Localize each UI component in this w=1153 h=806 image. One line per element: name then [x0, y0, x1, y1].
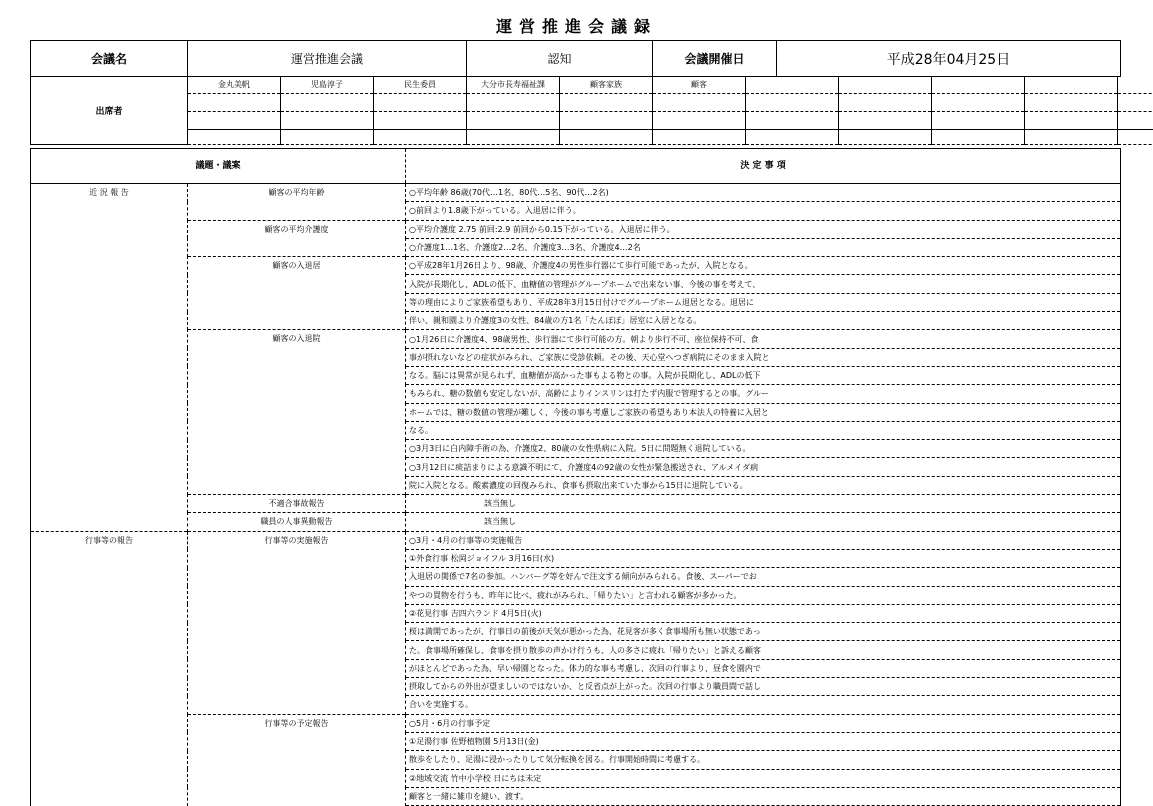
decision-line: ①外食行事 松岡ジョイフル 3月16日(水) — [406, 549, 1121, 567]
decision-line: ○前回より1.8歳下がっている。入退居に伴う。 — [406, 202, 1121, 220]
decision-line: ○3月・4月の行事等の実施報告 — [406, 531, 1121, 549]
attendee-slot — [467, 94, 560, 112]
attendee-name: 顧客 — [653, 76, 746, 94]
agenda-item-title: 顧客の入退院 — [188, 330, 406, 495]
attendee-slot — [281, 130, 374, 145]
attendee-slot — [653, 94, 746, 112]
attendee-slot — [932, 94, 1025, 112]
decision-line: なる。脳には異常が見られず、血糖値が高かった事もよる物との事。入院が長期化し、ADLの低下 — [406, 366, 1121, 384]
decision-line: ○介護度1…1名、介護度2…2名、介護度3…3名、介護度4…2名 — [406, 238, 1121, 256]
attendee-slot — [932, 130, 1025, 145]
attendee-slot — [932, 76, 1025, 94]
decision-line: 伴い、親和園より介護度3の女性、84歳の方1名「たんぽぽ」居室に入居となる。 — [406, 312, 1121, 330]
decision-line: ○3月3日に白内障手術の為、介護度2、80歳の女性県病に入院。5日に問題無く退院している。 — [406, 440, 1121, 458]
decision-line: がほとんどであった為、早い帰園となった。体力的な事も考慮し、次回の行事より、昼食を園内で — [406, 659, 1121, 677]
attendee-slot — [746, 76, 839, 94]
decision-line: ○1月26日に介護度4、98歳男性、歩行器にて歩行可能の方。朝より歩行不可、座位保持不可、食 — [406, 330, 1121, 348]
decisions-column-header: 決 定 事 項 — [406, 149, 1121, 184]
attendee-slot — [839, 94, 932, 112]
attendees-table — [30, 76, 1153, 145]
attendee-slot — [839, 76, 932, 94]
attendee-slot — [560, 112, 653, 130]
attendee-slot — [1118, 76, 1153, 94]
decision-line: ホームでは、糖の数値の管理が難しく、今後の事も考慮しご家族の希望もあり本法人の特養に入居と — [406, 403, 1121, 421]
attendee-slot — [560, 130, 653, 145]
attendees-label: 出席者 — [31, 76, 188, 145]
decision-line: ○平均年齢 86歳(70代…1名、80代…5名、90代…2名) — [406, 184, 1121, 202]
attendee-slot — [746, 130, 839, 145]
attendee-slot — [1025, 130, 1118, 145]
decision-line: 摂取してからの外出が望ましいのではないか、と反省点が上がった。次回の行事より職員間で話し — [406, 678, 1121, 696]
attendee-slot — [839, 130, 932, 145]
agenda-item-title: 顧客の平均介護度 — [188, 220, 406, 257]
decision-line: やつの買物を行うも、昨年に比べ、疲れがみられ、「帰りたい」と言われる顧客が多かった。 — [406, 586, 1121, 604]
attendee-slot — [1118, 112, 1153, 130]
attendee-slot — [374, 94, 467, 112]
meeting-date-value: 平成28年04月25日 — [777, 41, 1121, 77]
attendee-slot — [374, 112, 467, 130]
attendee-slot — [746, 112, 839, 130]
attendee-slot — [188, 112, 281, 130]
agenda-item-title: 顧客の平均年齢 — [188, 184, 406, 221]
attendee-slot — [1025, 112, 1118, 130]
attendee-slot — [1025, 76, 1118, 94]
attendee-slot — [281, 112, 374, 130]
decision-line: ○3月12日に痰詰まりによる意識不明にて、介護度4の92歳の女性が緊急搬送され、アルメイダ病 — [406, 458, 1121, 476]
attendee-name: 児島淳子 — [281, 76, 374, 94]
attendee-slot — [839, 112, 932, 130]
agenda-item-title: 職員の人事異動報告 — [188, 513, 406, 531]
topics-column-header: 議題・議案 — [31, 149, 406, 184]
meeting-category: 認知 — [467, 41, 653, 77]
attendee-slot — [1118, 130, 1153, 145]
decision-line: 院に入院となる。酸素濃度の回復みられ、食事も摂取出来ていた事から15日に退院している。 — [406, 476, 1121, 494]
attendee-slot — [653, 112, 746, 130]
decision-line: 事が摂れないなどの症状がみられ、ご家族に受診依頼。その後、天心堂へつぎ病院にそのまま入院と — [406, 348, 1121, 366]
decision-line: 等の理由によりご家族希望もあり、平成28年3月15日付けでグループホーム退居となる。退居に — [406, 293, 1121, 311]
meeting-date-label: 会議開催日 — [653, 41, 777, 77]
attendee-slot — [467, 130, 560, 145]
attendee-name: 民生委員 — [374, 76, 467, 94]
decision-line: ○平均介護度 2.75 前回:2.9 前回から0.15下がっている。入退居に伴う。 — [406, 220, 1121, 238]
agenda-item-title: 行事等の実施報告 — [188, 531, 406, 714]
decision-line: 該当無し — [406, 495, 1121, 513]
decision-line: もみられ、糖の数値も安定しないが、高齢によりインスリンは打たず内服で管理するとの事。グルー — [406, 385, 1121, 403]
decision-line: ②地域交流 竹中小学校 日にちは未定 — [406, 769, 1121, 787]
attendee-name: 金丸美帆 — [188, 76, 281, 94]
attendee-slot — [188, 94, 281, 112]
agenda-item-title: 行事等の予定報告 — [188, 714, 406, 805]
attendee-slot — [653, 130, 746, 145]
decision-line: なる。 — [406, 421, 1121, 439]
decision-line: 顧客と一緒に雑巾を縫い、渡す。 — [406, 787, 1121, 805]
decision-line: 散歩をしたり、足湯に浸かったりして気分転換を図る。行事開始時間に考慮する。 — [406, 751, 1121, 769]
attendee-slot — [1118, 94, 1153, 112]
meeting-name-value: 運営推進会議 — [188, 41, 467, 77]
attendee-name: 顧客家族 — [560, 76, 653, 94]
decision-line: 入院が長期化し、ADLの低下、血糖値の管理がグループホームで出来ない事、今後の事を考えて、 — [406, 275, 1121, 293]
agenda-table — [30, 148, 1121, 806]
meeting-header-table — [30, 40, 1121, 77]
attendee-slot — [467, 112, 560, 130]
attendee-name: 大分市長寿福祉課 — [467, 76, 560, 94]
attendee-slot — [1025, 94, 1118, 112]
attendee-slot — [746, 94, 839, 112]
agenda-item-title: 顧客の入退居 — [188, 257, 406, 330]
decision-line: た。食事場所確保し、食事を摂り散歩の声かけ行うも、人の多さに疲れ「帰りたい」と訴える顧客 — [406, 641, 1121, 659]
attendee-slot — [281, 94, 374, 112]
section-title: 行事等の報告 — [31, 531, 188, 805]
decision-line: 入退居の関係で7名の参加。ハンバーグ等を好んで注文する傾向がみられる。食後、スーパーでお — [406, 568, 1121, 586]
document-title: 運営推進会議録 — [0, 14, 1153, 37]
meeting-name-label: 会議名 — [31, 41, 188, 77]
attendee-slot — [188, 130, 281, 145]
decision-line: 合いを実施する。 — [406, 696, 1121, 714]
decision-line: 桜は満開であったが、行事日の前後が天気が悪かった為、花見客が多く食事場所も無い状態であっ — [406, 623, 1121, 641]
decision-line: ○平成28年1月26日より、98歳、介護度4の男性歩行器にて歩行可能であったが、入院となる。 — [406, 257, 1121, 275]
attendee-slot — [374, 130, 467, 145]
decision-line: ①足湯行事 佐野植物園 5月13日(金) — [406, 732, 1121, 750]
attendee-slot — [560, 94, 653, 112]
decision-line: ○5月・6月の行事予定 — [406, 714, 1121, 732]
attendee-slot — [932, 112, 1025, 130]
decision-line: ②花見行事 吉四六ランド 4月5日(火) — [406, 604, 1121, 622]
section-title: 近 況 報 告 — [31, 184, 188, 532]
agenda-item-title: 不適合事故報告 — [188, 495, 406, 513]
decision-line: 該当無し — [406, 513, 1121, 531]
